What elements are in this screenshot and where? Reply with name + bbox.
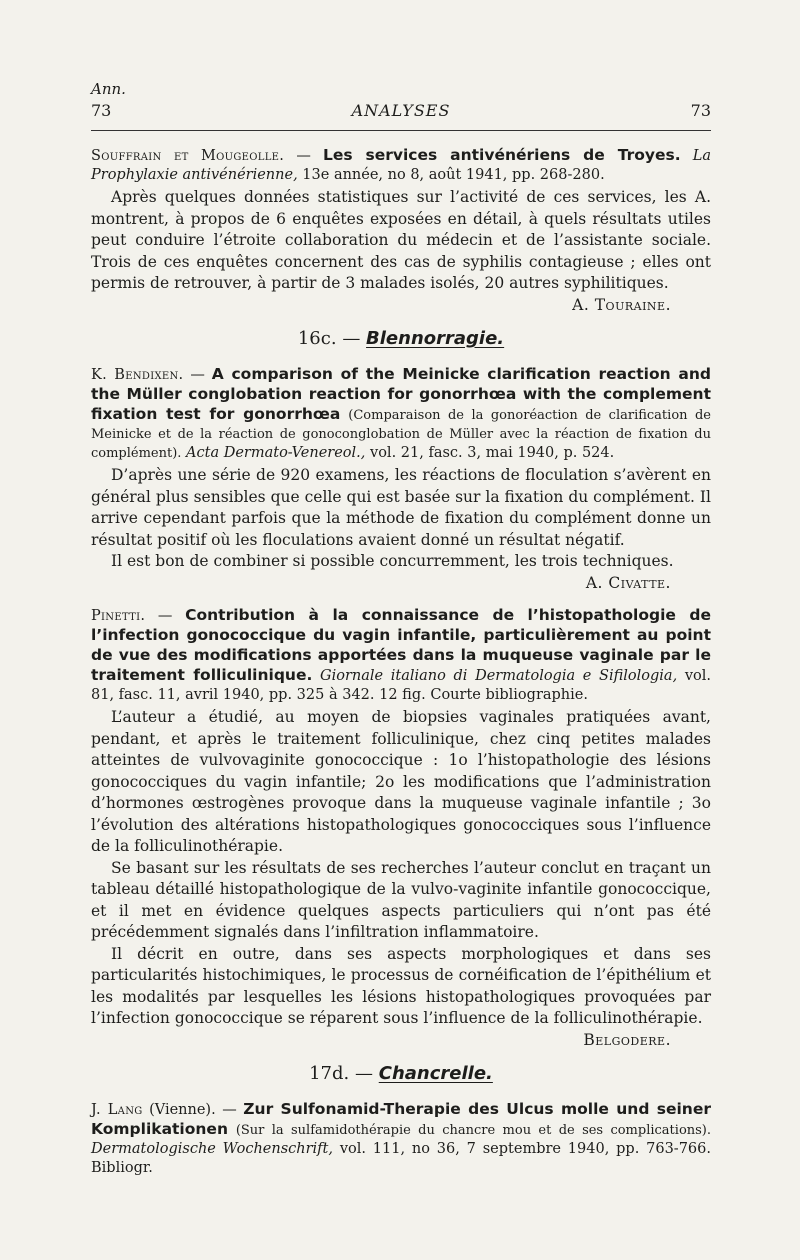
section-title: Chancrelle. xyxy=(378,1063,493,1084)
entry-heading: Souffrain et Mougeolle. — Les services antivénériens de Troyes. La Prophylaxie antivénérienne, 13e année, no 8, août 1941, pp. 268-280. xyxy=(91,146,712,183)
entry-heading: K. Bendixen. — A comparison of the Meinicke clarification reaction and the Müller conglobation reaction for gonorrhœa with the complement fixation test for gonorrhœa (Comparaison de la gonoréaction de clarification de Meinicke et de la réaction de gonoconglobation de Müller avec la réaction de fixation du complément). Acta Dermato-Venereol., vol. 21, fasc. 3, mai 1940, p. 524. xyxy=(91,365,712,461)
section-heading xyxy=(91,328,711,349)
section-title: Blennorragie. xyxy=(366,328,505,349)
entry-body xyxy=(91,707,711,1051)
entry-title: Les services antivénériens de Troyes. xyxy=(322,146,681,164)
reviewer-signature: A. Touraine. xyxy=(572,295,671,314)
citation-details: vol. 111, no 36, 7 septembre 1940, pp. 763-766. Bibliogr. xyxy=(91,1141,711,1176)
page-number-left: 73 xyxy=(91,101,112,120)
entry-translation: (Comparaison de la gonoréaction de clarification de Meinicke et de la réaction de gonoconglobation de Müller avec la réaction de fixation du complément). xyxy=(91,408,712,461)
citation-details: vol. 81, fasc. 11, avril 1940, pp. 325 à 342. 12 fig. Courte bibliographie. xyxy=(91,668,712,703)
entry-authors: J. Lang xyxy=(91,1102,143,1118)
page-number-right: 73 xyxy=(690,101,711,120)
abstract-entry xyxy=(91,1100,711,1178)
citation-journal: Dermatologische Wochenschrift, xyxy=(91,1141,333,1157)
running-title: ANALYSES xyxy=(351,101,451,120)
section-dash: — xyxy=(342,328,361,349)
abstract-entry xyxy=(91,606,711,1051)
page-content xyxy=(91,146,711,1180)
entry-place: (Vienne). xyxy=(149,1102,216,1118)
entry-heading: J. Lang (Vienne). — Zur Sulfonamid-Therapie des Ulcus molle und seiner Komplikationen (Sur la sulfamidothérapie du chancre mou et de ses complications). Dermatologische Wochenschrift, vol. 111, no 36, 7 septembre 1940, pp. 763-766. Bibliogr. xyxy=(91,1100,712,1176)
reviewer-signature: A. Civatte. xyxy=(585,573,671,592)
entry-paragraph: L’auteur a étudié, au moyen de biopsies vaginales pratiquées avant, pendant, et après le traitement folliculinique, chez cinq petites malades atteintes de vulvovaginite gonococcique : 1o l’histopathologie des lésions gonococciques du vagin infantile; 2o les modifications que l’administration d’hormones œstrogènes provoque dans la muqueuse vaginale infantile ; 3o l’évolution des altérations histopathologiques gonococciques sous l’influence de la folliculinothérapie. xyxy=(91,708,711,855)
entry-paragraph: Se basant sur les résultats de ses recherches l’auteur conclut en traçant un tableau détaillé histopathologique de la vulvo-vaginite infantile gonococcique, et il met en évidence quelques aspects particuliers qui n’ont pas été précédemment signalés dans l’infiltration inflammatoire. xyxy=(91,858,711,941)
section-heading xyxy=(91,1063,711,1084)
citation-details: vol. 21, fasc. 3, mai 1940, p. 524. xyxy=(370,445,615,461)
entry-body xyxy=(91,187,711,316)
abstract-entry xyxy=(91,146,711,316)
citation-journal: Giornale italiano di Dermatologia e Sifilologia, xyxy=(320,668,678,684)
running-header xyxy=(91,101,711,123)
section-dash: — xyxy=(355,1063,373,1084)
entry-paragraph: D’après une série de 920 examens, les réactions de floculation s’avèrent en général plus sensibles que celle qui est basée sur la fixation du complément. Il arrive cependant parfois que la méthode de fixation du complément donne un résultat positif où les floculations avaient donné un résultat négatif. xyxy=(91,466,711,549)
entry-authors: Pinetti. xyxy=(91,608,146,624)
reviewer-signature: Belgodere. xyxy=(583,1030,671,1049)
header-rule xyxy=(91,130,711,131)
section-number: 17d. xyxy=(309,1063,350,1084)
citation-journal: La Prophylaxie antivénérienne, xyxy=(91,148,712,183)
abstract-entry xyxy=(91,365,711,594)
citation-details: 13e année, no 8, août 1941, pp. 268-280. xyxy=(302,167,605,183)
entry-body xyxy=(91,465,711,594)
entry-heading: Pinetti. — Contribution à la connaissance de l’histopathologie de l’infection gonococcique du vagin infantile, particulièrement au point de vue des modifications apportées dans la muqueuse vaginale par le traitement folliculinique. Giornale italiano di Dermatologia e Sifilologia, vol. 81, fasc. 11, avril 1940, pp. 325 à 342. 12 fig. Courte bibliographie. xyxy=(91,606,712,703)
entry-authors: K. Bendixen. xyxy=(91,367,184,383)
entry-authors: Souffrain et Mougeolle. xyxy=(91,148,285,164)
citation-journal: Acta Dermato-Venereol., xyxy=(186,445,366,461)
entry-paragraph: Il décrit en outre, dans ses aspects morphologiques et dans ses particularités histochimiques, le processus de cornéification de l’épithélium et les modalités par lesquelles les lésions histopathologiques provoquées par l’infection gonococcique se réparent sous l’influence de la folliculinothérapie. Belgodere. xyxy=(91,944,711,1030)
section-number: 16c. xyxy=(297,328,337,349)
entry-title: A comparison of the Meinicke clarification reaction and the Müller conglobation reaction for gonorrhœa with the complement fixation test for gonorrhœa xyxy=(91,365,711,423)
entry-title: Zur Sulfonamid-Therapie des Ulcus molle und seiner Komplikationen xyxy=(91,1100,711,1138)
journal-abbrev: Ann. xyxy=(91,80,126,98)
entry-paragraph: Après quelques données statistiques sur l’activité de ces services, les A. montrent, à propos de 6 enquêtes exposées en détail, à quels résultats utiles peut conduire l’étroite collaboration du médecin et de l’assistante sociale. Trois de ces enquêtes concernent des cas de syphilis contagieuse ; elles ont permis de retrouver, à partir de 3 malades isolés, 20 autres syphilitiques. A. Touraine. xyxy=(91,187,711,295)
entry-title: Contribution à la connaissance de l’histopathologie de l’infection gonococcique du vagin infantile, particulièrement au point de vue des modifications apportées dans la muqueuse vaginale par le traitement folliculinique. xyxy=(91,606,711,684)
entry-translation: (Sur la sulfamidothérapie du chancre mou et de ses complications). xyxy=(235,1123,712,1138)
entry-paragraph: Il est bon de combiner si possible concurremment, les trois techniques. A. Civatte. xyxy=(91,551,711,573)
